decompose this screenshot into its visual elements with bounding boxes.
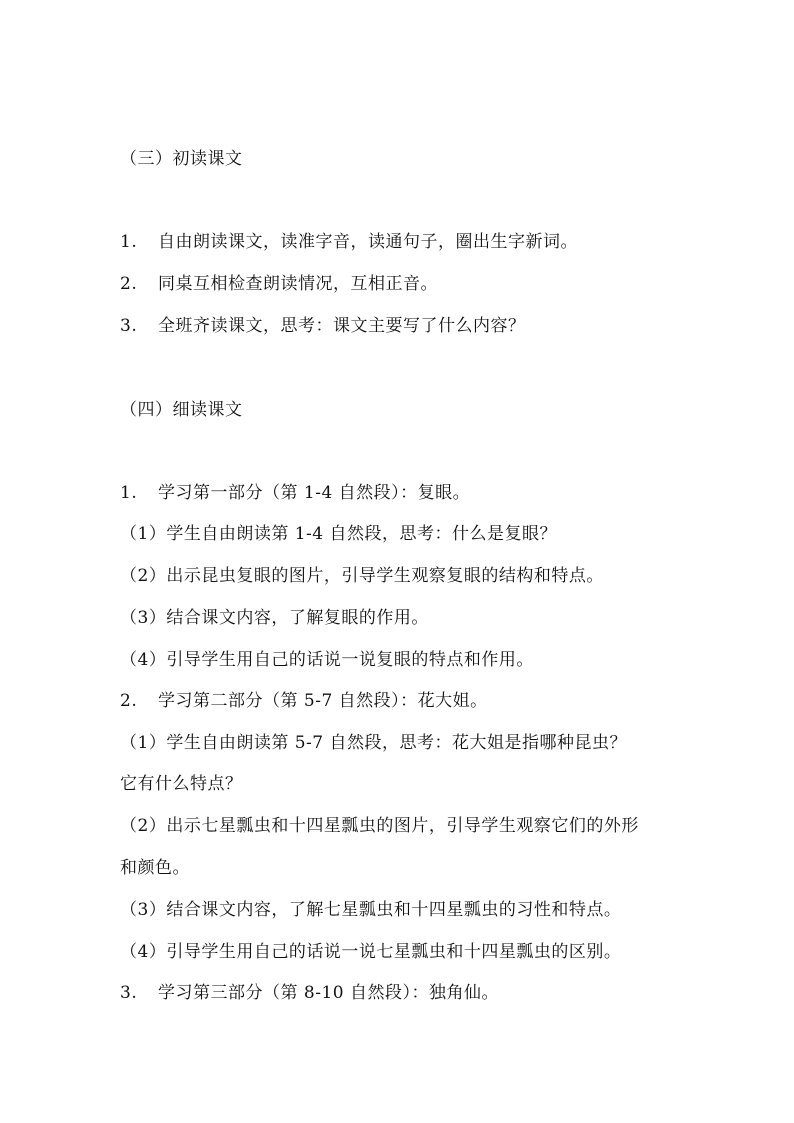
item-number: 2. xyxy=(120,274,138,294)
item-number: 3. xyxy=(120,983,138,1003)
item-number: 1. xyxy=(120,483,138,503)
part-title xyxy=(120,981,499,1005)
sub-item: （1）学生自由朗读第 1-4 自然段，思考：什么是复眼？ xyxy=(120,524,557,544)
sub-item-continued: 和颜色。 xyxy=(120,858,190,878)
section-heading-4: （四）细读课文 xyxy=(120,400,243,420)
list-item xyxy=(120,230,578,254)
sub-item: （3）结合课文内容，了解复眼的作用。 xyxy=(120,608,429,628)
sub-item: （4）引导学生用自己的话说一说复眼的特点和作用。 xyxy=(120,650,534,670)
item-text: 学习第二部分（第 5-7 自然段）：花大姐。 xyxy=(158,691,488,711)
item-number: 3. xyxy=(120,316,138,336)
sub-item: （2）出示七星瓢虫和十四星瓢虫的图片，引导学生观察它们的外形 xyxy=(120,816,639,836)
sub-item-continued: 它有什么特点？ xyxy=(120,774,243,794)
list-item xyxy=(120,314,526,338)
item-text: 同桌互相检查朗读情况，互相正音。 xyxy=(158,274,438,294)
item-number: 2. xyxy=(120,691,138,711)
item-text: 学习第一部分（第 1-4 自然段）：复眼。 xyxy=(158,483,471,503)
item-text: 自由朗读课文，读准字音，读通句子，圈出生字新词。 xyxy=(158,232,578,252)
item-text: 全班齐读课文，思考：课文主要写了什么内容？ xyxy=(158,316,526,336)
sub-item: （3）结合课文内容，了解七星瓢虫和十四星瓢虫的习性和特点。 xyxy=(120,900,622,920)
item-text: 学习第三部分（第 8-10 自然段）：独角仙。 xyxy=(158,983,499,1003)
item-number: 1. xyxy=(120,232,138,252)
part-title xyxy=(120,481,470,505)
list-item xyxy=(120,272,438,296)
sub-item: （2）出示昆虫复眼的图片，引导学生观察复眼的结构和特点。 xyxy=(120,566,604,586)
part-title xyxy=(120,689,488,713)
sub-item: （1）学生自由朗读第 5-7 自然段，思考：花大姐是指哪种昆虫？ xyxy=(120,733,627,753)
sub-item: （4）引导学生用自己的话说一说七星瓢虫和十四星瓢虫的区别。 xyxy=(120,942,622,962)
section-heading-3: （三）初读课文 xyxy=(120,149,243,169)
